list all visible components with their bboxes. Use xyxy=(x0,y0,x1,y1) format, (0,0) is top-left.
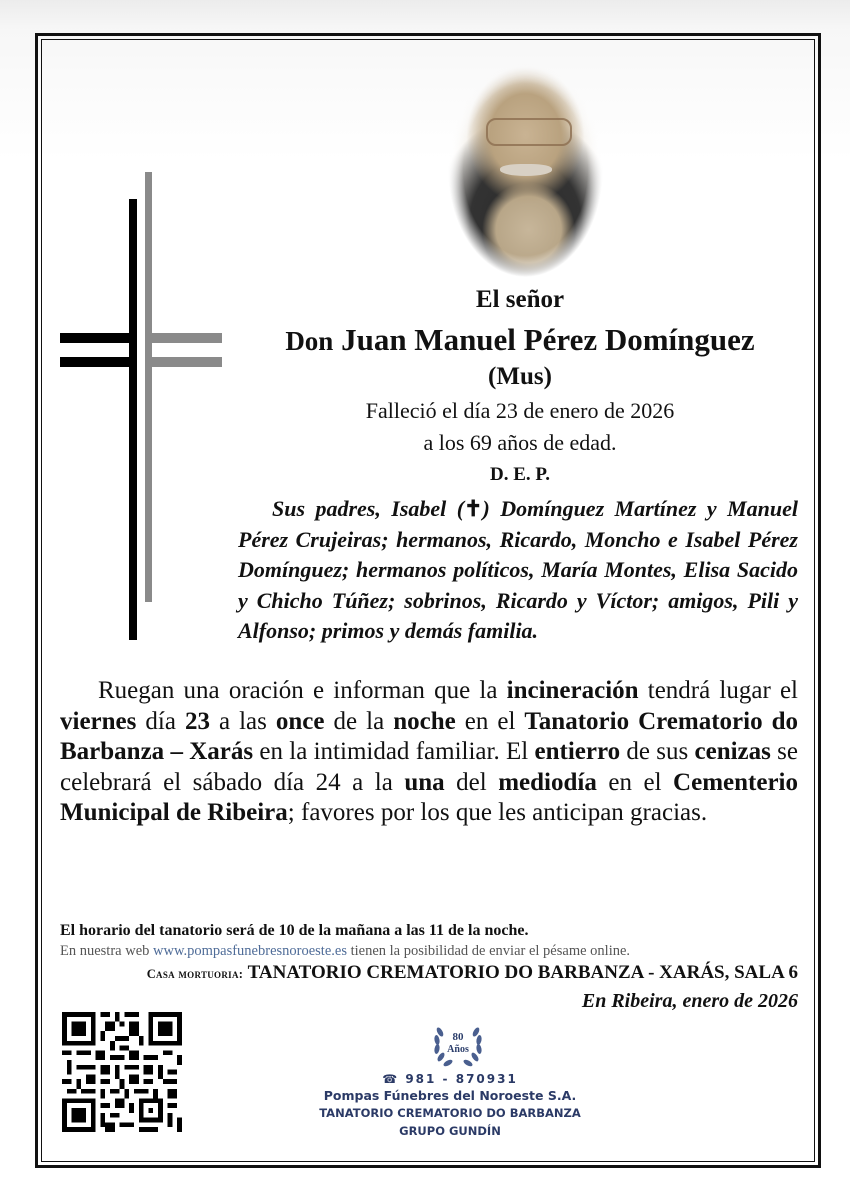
rip-text: D. E. P. xyxy=(489,464,550,485)
deceased-portrait xyxy=(448,62,603,277)
phone-icon: ☎ xyxy=(382,1072,400,1086)
cross-gray-arm-bottom xyxy=(145,357,222,367)
group-name: GRUPO GUNDÍN xyxy=(399,1124,501,1138)
phone-number[interactable]: ☎ 981 - 870931 xyxy=(382,1072,518,1086)
cross-black-arm-bottom xyxy=(60,357,137,367)
title-prefix: El señor xyxy=(475,286,565,313)
family-list xyxy=(238,494,798,647)
name-prefix: Don xyxy=(285,326,334,356)
deceased-cross-icon: ✝ xyxy=(464,496,483,521)
cross-black-arm-top xyxy=(60,333,137,343)
condolence-web-note: En nuestra web www.pompasfunebresnoroeste.es tienen la posibilidad de enviar el pésame online. xyxy=(60,943,631,959)
portrait-glasses xyxy=(486,118,572,146)
80-years-laurel-logo xyxy=(428,1018,488,1072)
name-full: Juan Manuel Pérez Domínguez xyxy=(341,322,755,357)
funeral-home-location xyxy=(147,962,798,984)
deceased-alias: (Mus) xyxy=(488,363,552,390)
cross-gray-vertical xyxy=(145,172,152,602)
portrait-mustache xyxy=(500,164,552,176)
qr-code[interactable] xyxy=(62,1012,182,1132)
family-text-2: ) Domínguez Martínez y Manuel Pérez Crujeiras; hermanos, Ricardo, Moncho e Isabel Pérez Domínguez; hermanos políticos, María Montes, Elisa Sacido y Chicho Túñez; sobrinos, Ricardo y Víctor; amigos, Pili y Alfonso; primos y demás familia. xyxy=(238,496,798,643)
casa-mortuoria-label: Casa mortuoria: xyxy=(146,967,244,981)
logo-years-label: Años xyxy=(447,1044,469,1055)
cross-gray-arm-top xyxy=(145,333,222,343)
place-date: En Ribeira, enero de 2026 xyxy=(581,990,798,1012)
cross-black-vertical xyxy=(129,199,137,640)
wake-hours: El horario del tanatorio será de 10 de la mañana a las 11 de la noche. xyxy=(60,922,529,939)
tanatorio-name: TANATORIO CREMATORIO DO BARBANZA xyxy=(319,1106,581,1120)
website-link[interactable]: www.pompasfunebresnoroeste.es xyxy=(153,943,347,959)
family-text-1: Sus padres, Isabel ( xyxy=(272,496,465,521)
death-date: Falleció el día 23 de enero de 2026 xyxy=(365,398,675,423)
logo-years-number: 80 xyxy=(452,1031,464,1043)
company-name: Pompas Fúnebres del Noroeste S.A. xyxy=(323,1088,577,1103)
deceased-name xyxy=(230,322,810,358)
ceremony-announcement: Ruegan una oración e informan que la incineración tendrá lugar el viernes día 23 a las once de la noche en el Tanatorio Crematorio do Barbanza – Xarás en la intimidad familiar. El entierro de sus cenizas se celebrará el sábado día 24 a la una del mediodía en el Cementerio Municipal de Ribeira; favores por los que les anticipan gracias. xyxy=(60,677,799,826)
casa-mortuoria-value: TANATORIO CREMATORIO DO BARBANZA - XARÁS, SALA 6 xyxy=(243,962,798,983)
deceased-age: a los 69 años de edad. xyxy=(423,430,617,455)
